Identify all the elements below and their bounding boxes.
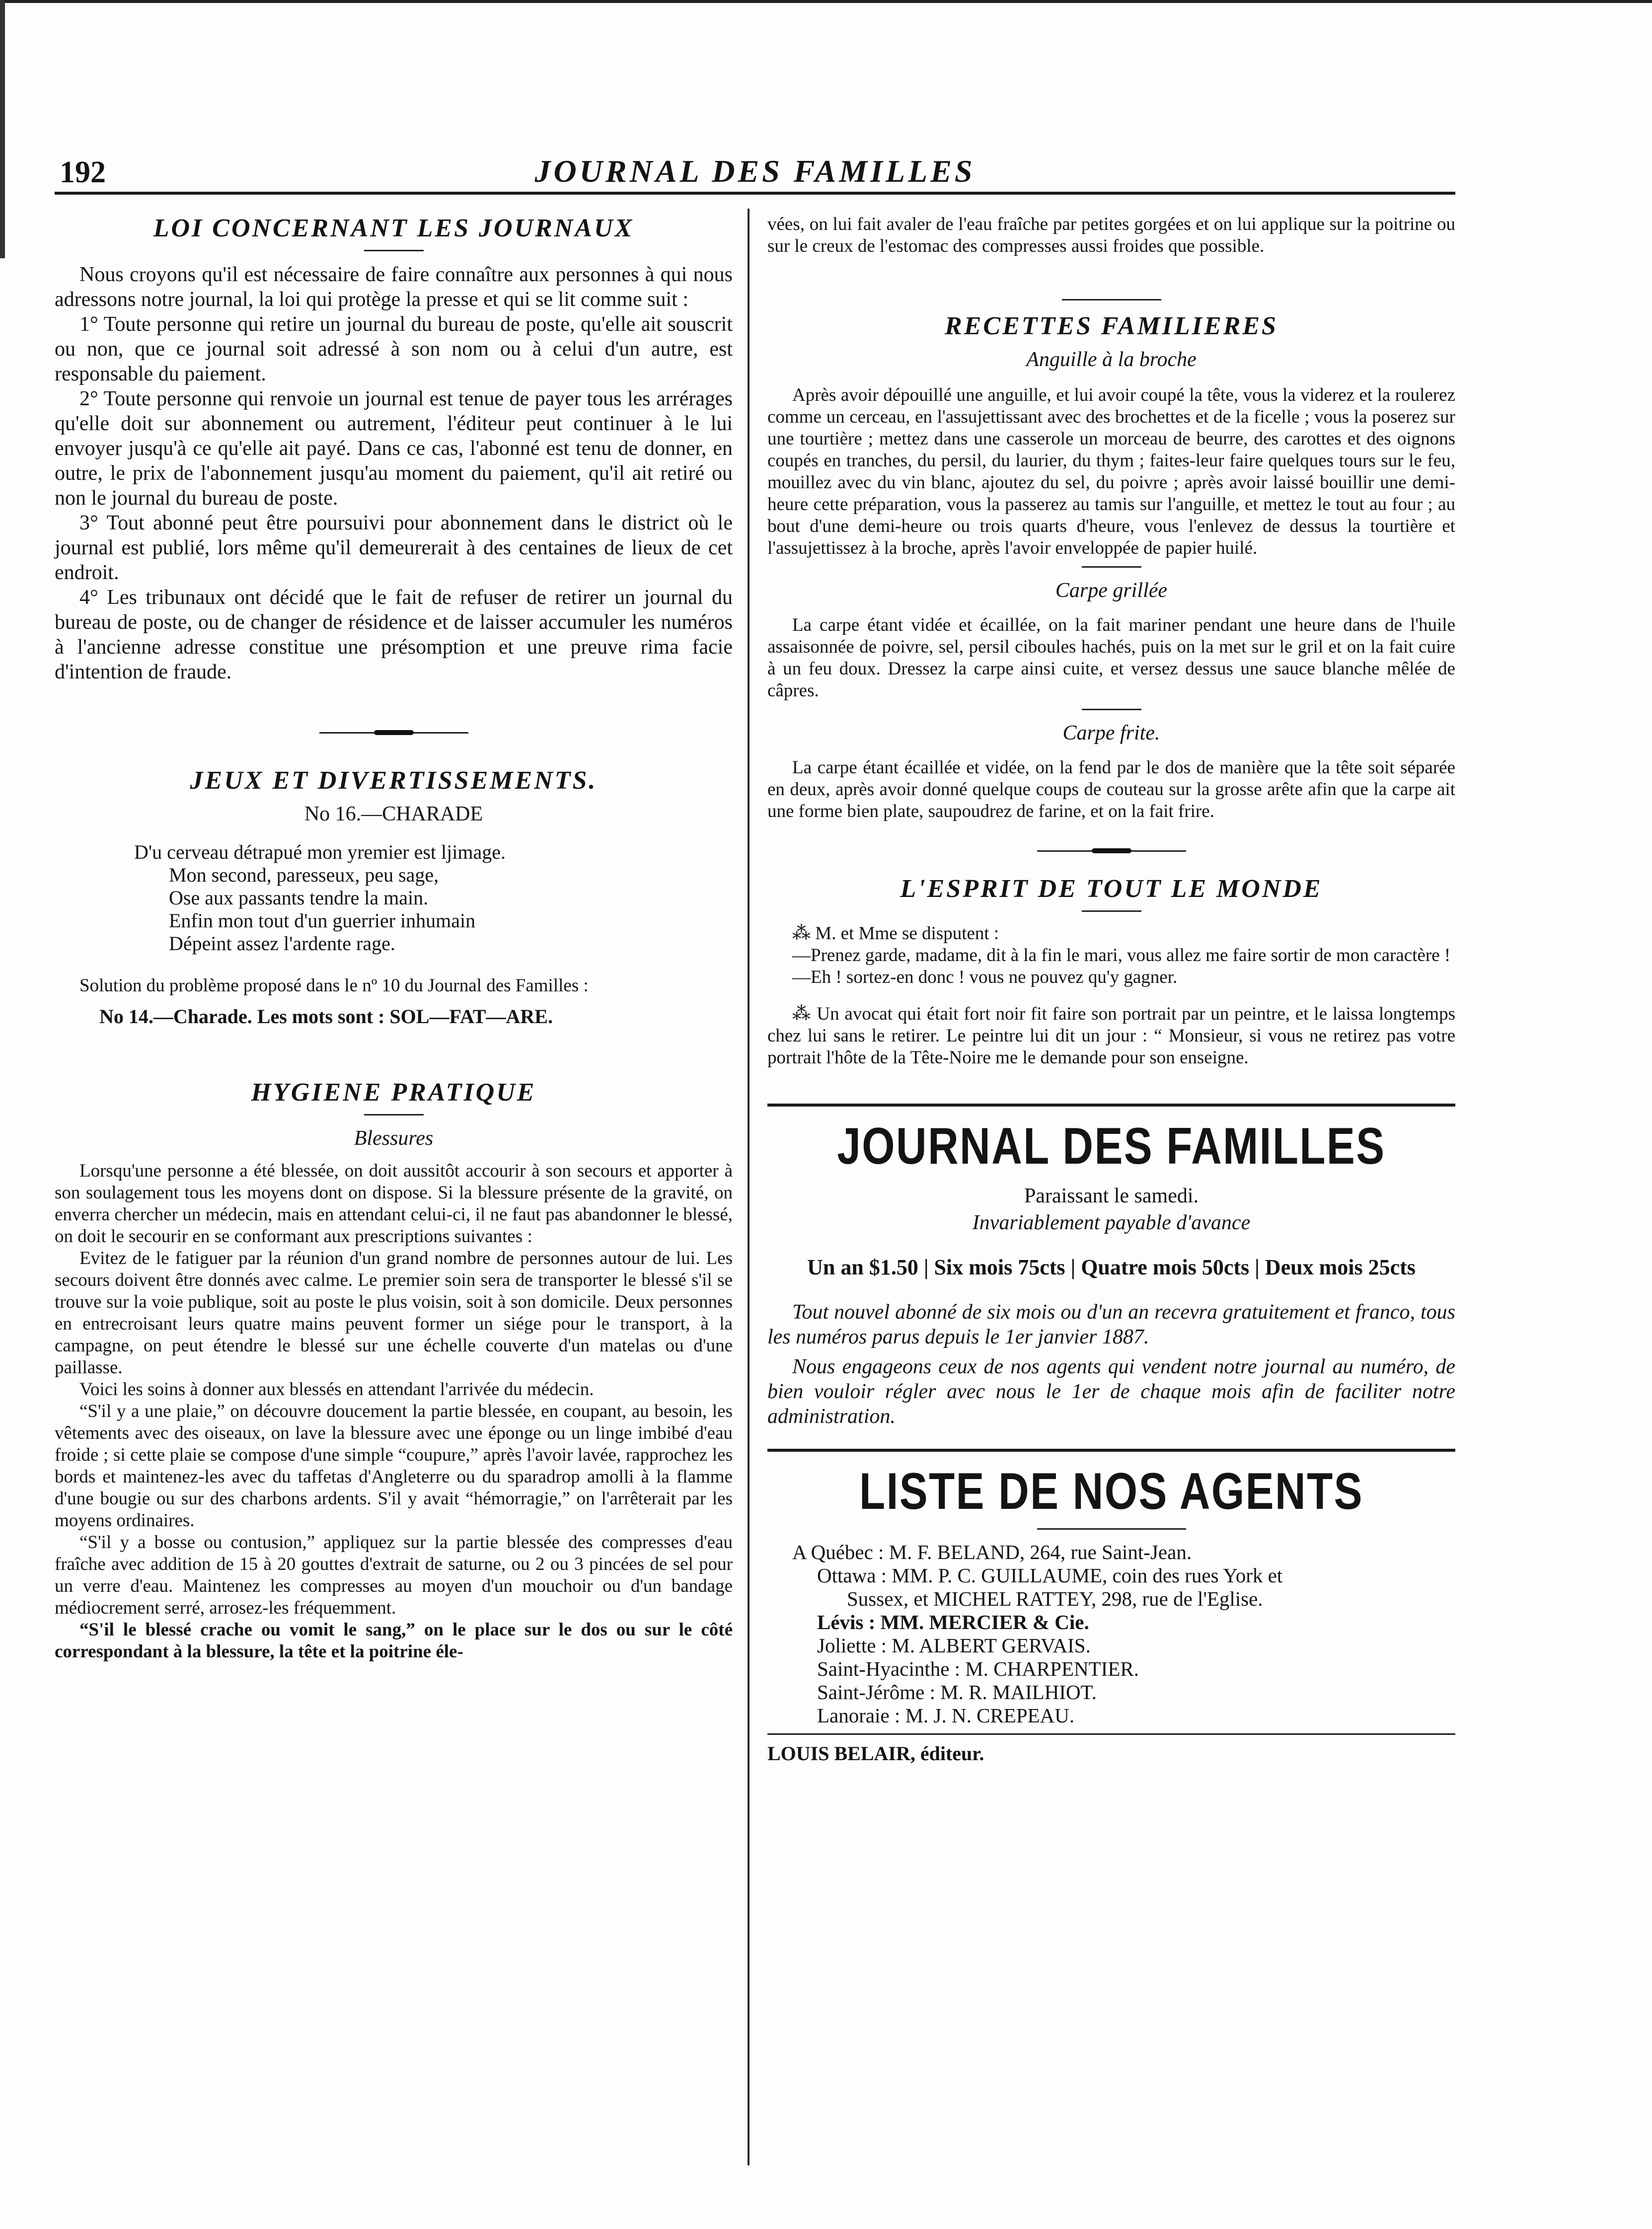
- poem-line: Ose aux passants tendre la main.: [169, 887, 429, 909]
- section-ornament: [1037, 847, 1186, 854]
- box-journal-title: JOURNAL DES FAMILLES: [837, 1117, 1386, 1175]
- right-column: [767, 214, 1455, 1765]
- hygiene-title: HYGIENE PRATIQUE: [251, 1078, 536, 1107]
- scan-edge-top: [0, 0, 1652, 3]
- loi-para-1: 1° Toute personne qui retire un journal du bureau de poste, qu'elle ait souscrit ou non, que ce journal soit adressé à son nom ou à celui d'un autre, est responsable du paiement.: [55, 313, 733, 385]
- page-number: 192: [60, 155, 106, 189]
- jeux-section: [55, 766, 733, 1028]
- esprit-section: [767, 874, 1455, 1069]
- agents-title: LISTE DE NOS AGENTS: [859, 1463, 1363, 1520]
- box-notice-2: Nous engageons ceux de nos agents qui vendent notre journal au numéro, de bien vouloir régler avec nous le 1er de chaque mois afin de faciliter notre administration.: [767, 1355, 1455, 1428]
- loi-para-4: 4° Les tribunaux ont décidé que le fait de refuser de retirer un journal du bureau de poste, ou de changer de résidence et de laisser accumuler les numéros à l'ancienne adresse constitue une présomption et une preuve rima facie d'intention de fraude.: [55, 586, 733, 683]
- editor-line: LOUIS BELAIR, éditeur.: [767, 1742, 984, 1765]
- left-column: [55, 214, 733, 1663]
- box-payment: Invariablement payable d'avance: [972, 1211, 1251, 1234]
- poem-line: Enfin mon tout d'un guerrier inhumain: [169, 909, 476, 932]
- esprit-line-1: ⁂ M. et Mme se disputent :: [792, 923, 999, 944]
- carpe-grillee-text: La carpe étant vidée et écaillée, on la fait mariner pendant une heure dans de l'huile assaisonnée de poivre, sel, persil ciboules hachés, puis on la met sur le gril et on la fait cuire à un feu doux. Dressez la carpe ainsi cuite, et versez dessus une sauce blanche mêlée de câpres.: [767, 615, 1455, 701]
- anguille-title: Anguille à la broche: [1026, 348, 1197, 371]
- agent-entry: Lévis : MM. MERCIER & Cie.: [817, 1611, 1089, 1634]
- jeux-title: JEUX ET DIVERTISSEMENTS.: [190, 766, 598, 795]
- title-rule: [364, 1114, 424, 1115]
- title-rule: [1082, 910, 1141, 912]
- box-notice-1: Tout nouvel abonné de six mois ou d'un an recevra gratuitement et franco, tous les numéros parus depuis le 1er janvier 1887.: [767, 1301, 1455, 1348]
- hygiene-para-1: Lorsqu'une personne a été blessée, on doit aussitôt accourir à son secours et apporter à son soulagement tous les moyens dont on dispose. Si la blessure présente de la gravité, on enverra chercher un médecin, mais en attendant celui-ci, il ne faut pas abandonner le blessé, on doit le secourir en se conformant aux prescriptions suivantes :: [55, 1161, 733, 1247]
- agent-entry: Ottawa : MM. P. C. GUILLAUME, coin des rues York et: [817, 1564, 1283, 1587]
- loi-para-3: 3° Tout abonné peut être poursuivi pour abonnement dans le district où le journal est publié, lors même qu'il demeurerait à des centaines de lieux de cet endroit.: [55, 512, 733, 584]
- agent-entry: Joliette : M. ALBERT GERVAIS.: [817, 1634, 1091, 1657]
- hygiene-para-6: “S'il le blessé crache ou vomit le sang,” on le place sur le dos ou sur le côté correspondant à la blessure, la tête et la poitrine éle-: [55, 1620, 733, 1662]
- scan-edge-left: [0, 0, 5, 258]
- recipe-rule: [1082, 566, 1141, 568]
- loi-intro: Nous croyons qu'il est nécessaire de faire connaître aux personnes à qui nous adressons notre journal, la loi qui protège la presse et qui se lit comme suit :: [55, 263, 733, 311]
- esprit-line-2: —Prenez garde, madame, dit à la fin le mari, vous allez me faire sortir de mon caractère !: [792, 945, 1451, 966]
- agent-entry: Sussex, et MICHEL RATTEY, 298, rue de l'Eglise.: [847, 1587, 1263, 1610]
- section-rule: [1062, 299, 1161, 300]
- agent-entry: A Québec : M. F. BELAND, 264, rue Saint-Jean.: [792, 1541, 1192, 1563]
- hygiene-para-4: “S'il y a une plaie,” on découvre doucement la partie blessée, en coupant, au besoin, les vêtements avec des oiseaux, on lave la blessure avec une éponge ou un linge imbibé d'eau froide ; si cette plaie se compose d'une simple “coupure,” après l'avoir lavée, rapprochez les bords et maintenez-les avec du taffetas d'Angleterre ou du sparadrop amolli à la flamme d'une bougie ou sur des charbons ardents. S'il y avait “hémorragie,” on l'arrêterait par les moyens ordinaires.: [55, 1401, 733, 1531]
- charade-solution: Solution du problème proposé dans le nº 10 du Journal des Familles :: [79, 975, 589, 996]
- agents-section: [767, 1462, 1455, 1765]
- loi-section: [55, 214, 733, 684]
- charade-answer: No 14.—Charade. Les mots sont : SOL—FAT—ARE.: [99, 1005, 553, 1028]
- hygiene-para-5: “S'il y a bosse ou contusion,” appliquez sur la partie blessée des compresses d'eau fraîche avec addition de 15 à 20 gouttes d'extrait de saturne, ou 2 ou 3 pincées de sel pour un verre d'eau. Maintenez les compresses au moyen d'un mouchoir ou d'un bandage médiocrement serré, arrosez-les fréquemment.: [55, 1532, 733, 1618]
- poem-line: Dépeint assez l'ardente rage.: [169, 932, 395, 955]
- recettes-title: RECETTES FAMILIERES: [945, 312, 1278, 340]
- agent-entry: Saint-Hyacinthe : M. CHARPENTIER.: [817, 1657, 1139, 1680]
- poem-line: Mon second, paresseux, peu sage,: [169, 864, 439, 886]
- hygiene-section: [55, 1078, 733, 1663]
- price-list: Un an $1.50 | Six mois 75cts | Quatre mois 50cts | Deux mois 25cts: [807, 1255, 1416, 1279]
- anguille-text: Après avoir dépouillé une anguille, et lui avoir coupé la tête, vous la viderez et la roulerez comme un cerceau, en l'assujettissant avec des brochettes et de la ficelle ; vous la poserez sur une tourtière ; mettez dans une casserole un morceau de beurre, des carottes et des oignons coupés en tranches, du persil, du laurier, du thym ; faites-leur faire quelques tours sur le feu, mouillez avec du vin blanc, ajoutez du sel, du poivre ; après avoir laissé bouillir une demi-heure cette préparation, vous la passerez au tamis sur l'anguille, et mettez le tout au four ; au bout d'une demi-heure ou trois quarts d'heure, vous l'enlevez de dessus la tourtière et l'assujettissez à la broche, après l'avoir enveloppée de papier huilé.: [767, 385, 1455, 558]
- esprit-anecdote: ⁂ Un avocat qui était fort noir fit faire son portrait par un peintre, et le laissa longtemps chez lui sans le retirer. Le peintre lui dit un jour : “ Monsieur, si vous ne retirez pas votre portrait l'hôte de la Tête-Noire me le demande pour son enseigne.: [767, 1004, 1455, 1068]
- title-rule: [1037, 1528, 1186, 1530]
- continued-text: vées, on lui fait avaler de l'eau fraîche par petites gorgées et on lui applique sur la poitrine ou sur le creux de l'estomac des compresses aussi froides que possible.: [767, 214, 1455, 256]
- esprit-title: L'ESPRIT DE TOUT LE MONDE: [900, 875, 1323, 903]
- header-rule: [55, 192, 1455, 195]
- running-title: JOURNAL DES FAMILLES: [534, 153, 976, 189]
- charade-poem: [55, 841, 733, 955]
- hygiene-para-2: Evitez de le fatiguer par la réunion d'un grand nombre de personnes autour de lui. Les secours doivent être donnés avec calme. Le premier soin sera de transporter le blessé s'il se trouve sur la voie publique, soit au poste le plus voisin, soit à son domicile. Deux personnes en entrecroisant leurs quatre mains peuvent former un siége pour le transport, à la campagne, on peut étendre le blessé sur une échelle couverte d'un matelas ou d'une paillasse.: [55, 1248, 733, 1378]
- hygiene-subtitle: Blessures: [354, 1127, 434, 1150]
- esprit-line-3: —Eh ! sortez-en donc ! vous ne pouvez qu'y gagner.: [792, 967, 1178, 987]
- column-divider: [748, 209, 750, 2165]
- loi-para-2: 2° Toute personne qui renvoie un journal est tenue de payer tous les arrérages qu'elle doit sur abonnement ou autrement, l'éditeur peut continuer à le lui envoyer jusqu'à ce qu'elle ait payé. Dans ce cas, l'abonné est tenu de donner, en outre, le prix de l'abonnement jusqu'au moment du paiement, qu'il ait retiré ou non le journal du bureau de poste.: [55, 387, 733, 510]
- poem-line: D'u cerveau détrapué mon yremier est ljimage.: [134, 841, 506, 863]
- carpe-frite-title: Carpe frite.: [1062, 722, 1160, 744]
- charade-title: No 16.—CHARADE: [304, 803, 483, 825]
- hygiene-para-3: Voici les soins à donner aux blessés en attendant l'arrivée du médecin.: [79, 1379, 594, 1400]
- loi-title: LOI CONCERNANT LES JOURNAUX: [153, 214, 634, 242]
- subscription-box: [767, 1116, 1455, 1429]
- title-rule: [364, 250, 424, 251]
- agent-entry: Saint-Jérôme : M. R. MAILHIOT.: [817, 1681, 1097, 1704]
- recipe-rule: [1082, 709, 1141, 710]
- agents-list: [767, 1541, 1455, 1727]
- agent-entry: Lanoraie : M. J. N. CREPEAU.: [817, 1704, 1075, 1727]
- carpe-grillee-title: Carpe grillée: [1055, 579, 1168, 602]
- page-header: [55, 149, 1455, 194]
- box-frequency: Paraissant le samedi.: [1024, 1185, 1199, 1207]
- carpe-frite-text: La carpe étant écaillée et vidée, on la fend par le dos de manière que la tête soit séparée en deux, après avoir donné quelque coups de couteau sur la grosse arête afin que la carpe ait une forme bien plate, saupoudrez de farine, et on la fait frire.: [767, 757, 1455, 821]
- section-ornament: [319, 729, 468, 736]
- recettes-section: [767, 311, 1455, 822]
